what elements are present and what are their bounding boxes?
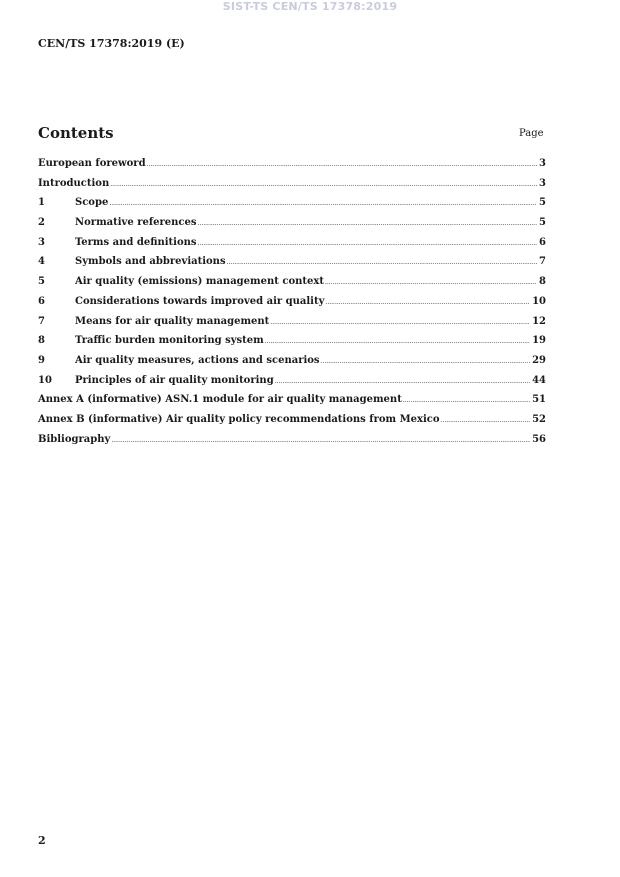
toc-dot-leader	[270, 319, 530, 326]
toc-entry-page: 7	[539, 256, 546, 268]
toc-entry-page: 51	[532, 394, 546, 406]
toc-entry-page: 8	[539, 276, 546, 288]
toc-entry[interactable]	[38, 217, 546, 237]
toc-entry-number: 9	[38, 354, 45, 366]
toc-entry[interactable]	[38, 375, 546, 395]
contents-title: Contents	[38, 124, 114, 142]
toc-entry-number: 5	[38, 276, 45, 288]
toc-entry-number: 3	[38, 236, 45, 248]
toc-entry-number: 10	[38, 374, 52, 386]
toc-dot-leader	[265, 338, 530, 345]
toc-entry-label: Symbols and abbreviations	[75, 256, 226, 268]
toc-entry-page: 56	[532, 433, 546, 445]
toc-entry-page: 6	[539, 236, 546, 248]
toc-entry[interactable]	[38, 276, 546, 296]
toc-entry-page: 29	[532, 354, 546, 366]
toc-entry[interactable]	[38, 335, 546, 355]
toc-entry[interactable]	[38, 434, 546, 454]
toc-entry-page: 3	[539, 158, 546, 169]
toc-entry[interactable]	[38, 197, 546, 217]
toc-dot-leader	[441, 417, 531, 424]
toc-dot-leader	[321, 358, 531, 365]
toc-entry-label: Normative references	[75, 217, 197, 229]
toc-dot-leader	[109, 200, 537, 207]
toc-entry-page: 44	[532, 374, 546, 386]
toc-entry-label: Air quality measures, actions and scenarios	[75, 354, 320, 366]
document-id: CEN/TS 17378:2019 (E)	[38, 37, 185, 50]
toc-entry-page: 5	[539, 197, 546, 209]
toc-dot-leader	[110, 181, 537, 188]
page-number: 2	[38, 834, 46, 847]
toc-entry-number: 7	[38, 315, 45, 327]
toc-dot-leader	[147, 161, 537, 168]
toc-entry-page: 10	[532, 295, 546, 307]
toc-entry[interactable]	[38, 316, 546, 336]
toc-entry-number: 8	[38, 335, 45, 347]
toc-entry-number: 2	[38, 217, 45, 229]
toc-entry-label: Principles of air quality monitoring	[75, 374, 274, 386]
toc-entry-label: Terms and definitions	[75, 236, 197, 248]
table-of-contents	[38, 158, 546, 453]
toc-entry[interactable]	[38, 414, 546, 434]
toc-entry[interactable]	[38, 296, 546, 316]
toc-entry-label: Bibliography	[38, 433, 111, 445]
toc-entry[interactable]	[38, 237, 546, 257]
toc-entry-label: Traffic burden monitoring system	[75, 335, 264, 347]
toc-entry-label: Means for air quality management	[75, 315, 270, 327]
toc-entry[interactable]	[38, 355, 546, 375]
toc-entry-page: 19	[532, 335, 546, 347]
toc-dot-leader	[198, 240, 538, 247]
toc-entry-label: Considerations towards improved air quality	[75, 295, 325, 307]
toc-entry-label: European foreword	[38, 158, 146, 169]
toc-entry-number: 6	[38, 295, 45, 307]
toc-dot-leader	[111, 437, 530, 444]
page-column-label: Page	[519, 128, 544, 139]
toc-entry[interactable]	[38, 158, 546, 178]
toc-entry[interactable]	[38, 256, 546, 276]
toc-entry-page: 52	[532, 413, 546, 425]
toc-dot-leader	[325, 299, 530, 306]
toc-dot-leader	[227, 259, 537, 266]
toc-entry[interactable]	[38, 178, 546, 198]
toc-entry-label: Scope	[75, 197, 109, 209]
toc-entry-number: 4	[38, 256, 45, 268]
toc-dot-leader	[325, 279, 537, 286]
toc-dot-leader	[403, 397, 530, 404]
toc-entry-label: Introduction	[38, 177, 110, 189]
toc-dot-leader	[275, 378, 530, 385]
toc-entry-label: Annex A (informative) ASN.1 module for air quality management	[38, 394, 402, 406]
toc-entry-page: 12	[532, 315, 546, 327]
toc-entry-number: 1	[38, 197, 45, 209]
watermark: SIST-TS CEN/TS 17378:2019	[222, 0, 398, 13]
toc-entry-page: 3	[539, 177, 546, 189]
toc-entry-label: Annex B (informative) Air quality policy recommendations from Mexico	[38, 413, 440, 425]
toc-entry-label: Air quality (emissions) management context	[75, 276, 324, 288]
toc-entry[interactable]	[38, 394, 546, 414]
toc-dot-leader	[198, 220, 538, 227]
toc-entry-page: 5	[539, 217, 546, 229]
